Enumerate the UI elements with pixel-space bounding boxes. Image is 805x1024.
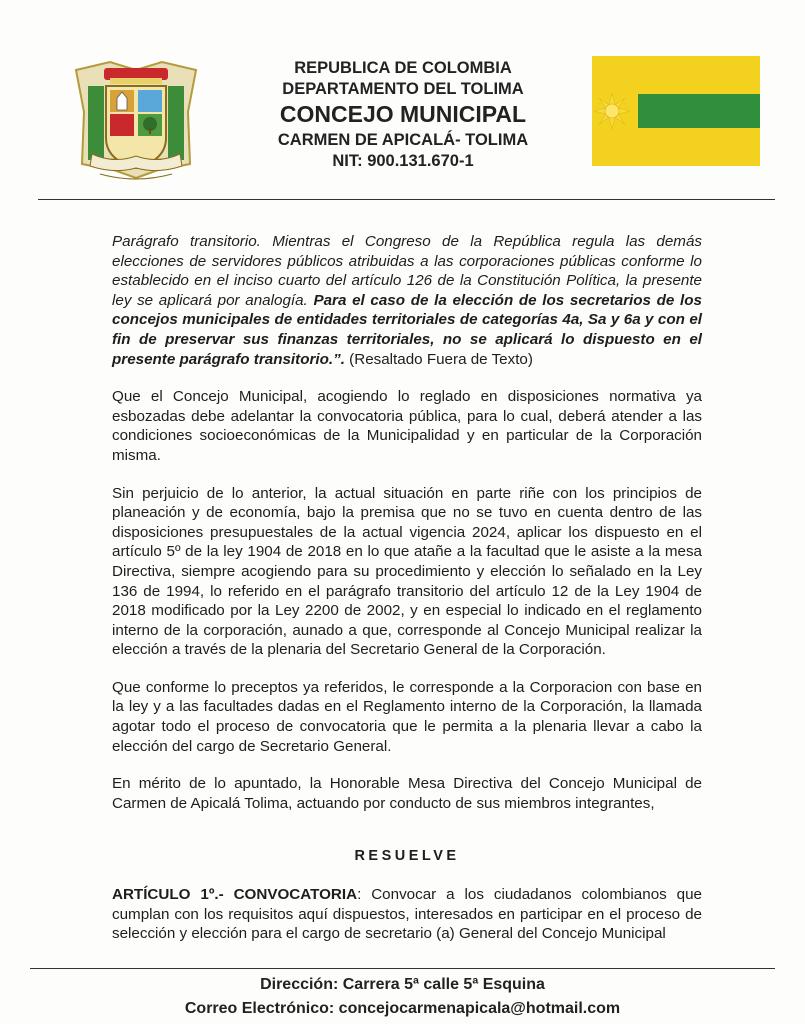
resuelve-heading: RESUELVE: [354, 848, 460, 865]
highlight-note: (Resaltado Fuera de Texto): [349, 350, 533, 368]
country-name: REPUBLICA DE COLOMBIA: [294, 59, 512, 77]
transitional-paragraph-highlight: Para el caso de la elección de los secretarios de los concejos municipales de entidades territoriales de categorías 4a, Sa y 6a y con el fin de preservar sus finanzas territoriales, no se aplicará lo dispuesto en el presente parágrafo transitorio.”.: [112, 291, 702, 368]
article-1: [112, 885, 702, 944]
article-1-heading: ARTÍCULO 1º.- CONVOCATORIA: [112, 886, 358, 904]
paragraph-convocatoria: Que el Concejo Municipal, acogiendo lo reglado en disposiciones normativa ya esbozadas debe adelantar la convocatoria pública, para lo cual, deberá atender a las condiciones socioeconómicas de la Municipalidad y en particular de la Corporación misma.: [112, 388, 702, 464]
letterhead-title-block: [230, 58, 576, 172]
footer-email: Correo Electrónico: concejocarmenapicala@hotmail.com: [184, 1000, 621, 1017]
transitional-paragraph: [112, 232, 702, 369]
footer-divider: [30, 968, 775, 969]
coat-of-arms-icon: [70, 52, 202, 184]
department-name: DEPARTAMENTO DEL TOLIMA: [282, 80, 524, 99]
article-1-text: : Convocar a los ciudadanos colombianos que cumplan con los requisitos aquí dispuestos, interesados en participar en el proceso de selección y elección para el cargo de secretario (a) General del Concejo Municipal: [112, 886, 702, 943]
municipal-flag-icon: [592, 56, 760, 166]
city-name: CARMEN DE APICALÁ- TOLIMA: [277, 130, 529, 149]
transitional-paragraph-italic: Parágrafo transitorio. Mientras el Congreso de la República regula las demás elecciones de servidores públicos atribuidas a las corporaciones públicas conforme lo establecido en el inciso cuarto del artículo 126 de la Constitución Política, la presente ley se aplicará por analogía.: [112, 233, 702, 309]
paragraph-merito: En mérito de lo apuntado, la Honorable Mesa Directiva del Concejo Municipal de Carmen de Apicalá Tolima, actuando por conducto de sus miembros integrantes,: [112, 775, 702, 812]
footer: [0, 974, 805, 1020]
institution-name: CONCEJO MUNICIPAL: [279, 101, 527, 128]
paragraph-preceptos: Que conforme lo preceptos ya referidos, le corresponde a la Corporacion con base en la ley y a las facultades dadas en el Reglamento interno de la Corporación, la llamada agotar todo el proceso de convocatoria que le permita a la plenaria llevar a cabo la elección del cargo de Secretario General.: [112, 678, 702, 755]
document-body: [112, 232, 702, 962]
header-divider: [38, 199, 775, 200]
paragraph-planeacion: Sin perjuicio de lo anterior, la actual situación en parte riñe con los principios de planeación y de economía, bajo la premisa que no se tuvo en cuenta dentro de las disposiciones presupuestales de la actual vigencia 2024, aplicar los dispuesto en el artículo 5º de la ley 1904 de 2018 en lo que atañe a la facultad que le asiste a la mesa Directiva, siempre acogiendo para su procedimiento y elección lo señalado en la Ley 136 de 1994, lo referido en el parágrafo transitorio del artículo 12 de la Ley 1904 de 2018 modificado por la Ley 2200 de 2002, y en especial lo indicado en el reglamento interno de la corporación, aunado a que, corresponde al Concejo Municipal realizar la elección a través de la plenaria del Secretario General de la Corporación.: [112, 484, 702, 659]
nit-number: NIT: 900.131.670-1: [332, 151, 474, 170]
footer-address: Dirección: Carrera 5ª calle 5ª Esquina: [260, 976, 545, 993]
